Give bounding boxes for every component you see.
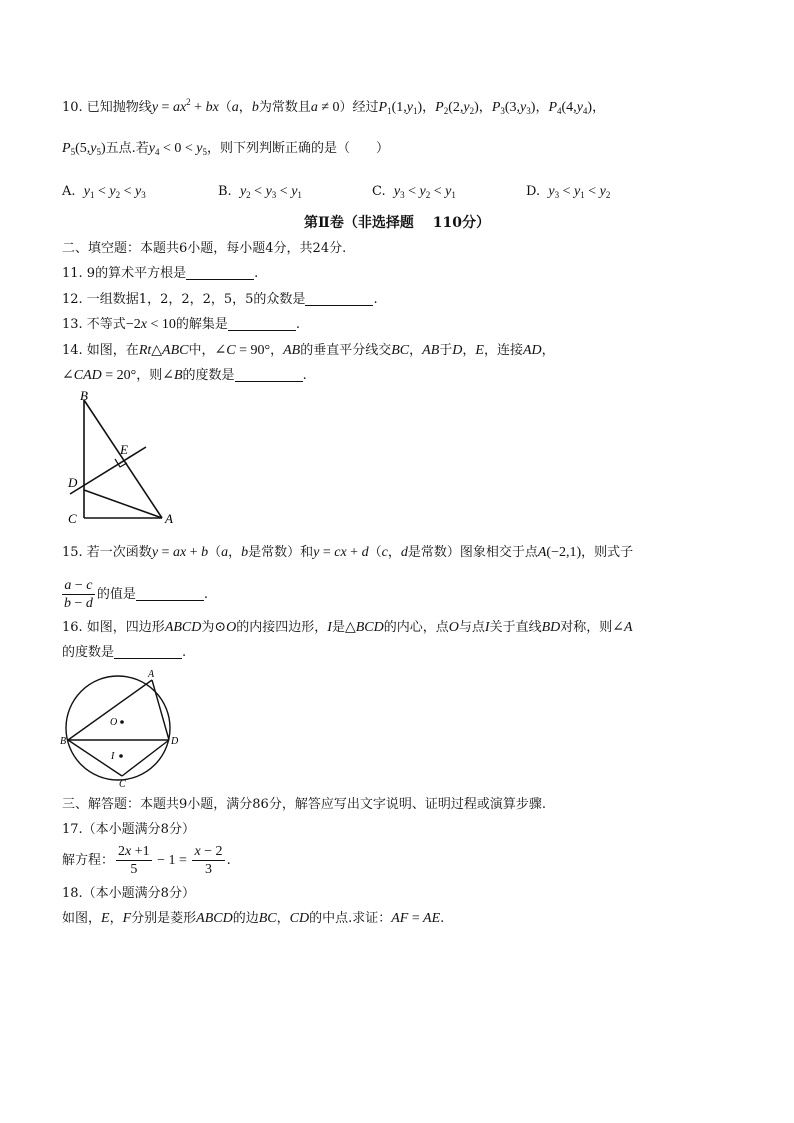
- q13: 13. 不等式−2x < 10的解集是 .: [62, 317, 300, 332]
- q12: 12. 一组数据1，2，2，2，5，5的众数是 .: [62, 292, 378, 307]
- q15-line1: 15. 若一次函数y = ax + b（a，b是常数）和y = cx + d（c，d是常数）图象相交于点A(−2,1)，则式子: [62, 545, 634, 560]
- point-label: E: [120, 442, 128, 457]
- point-label: C: [119, 779, 126, 790]
- answer-blank[interactable]: [235, 367, 303, 382]
- q10-line1: 10. 已知抛物线$y = ax^2 + bx(a$，b为常数且a ≠ 0）经过$P_1(1,y_1)$，$P_2(2,y_2)$，$P_3(3,y_3)$，$P_4(4,y_4)$，: [62, 97, 606, 116]
- section2-header: 二、填空题：本题共6小题，每小题4分，共24分.: [62, 241, 347, 256]
- answer-blank[interactable]: [228, 316, 296, 331]
- q17-equation: 解方程： $\frac{2x +1}{5}$ − 1 = $\frac{x - 2}{3}$ .: [62, 844, 231, 877]
- q10-text: 10. 已知抛物线: [62, 100, 152, 115]
- point-label: A: [165, 511, 173, 526]
- q10-option-a: A. $y_1 < y_2 < y_3$: [62, 184, 146, 200]
- q18-head: 18.（本小题满分8分）: [62, 886, 195, 901]
- q11: 11. 9的算术平方根是 .: [62, 266, 259, 281]
- point-label: I: [111, 751, 115, 762]
- q16-line2: 的度数是 .: [62, 645, 187, 660]
- answer-blank[interactable]: [186, 265, 254, 280]
- point-label: C: [68, 511, 77, 526]
- answer-blank[interactable]: [136, 586, 204, 601]
- q10-line2: $P_5(5,y_5)$五点.若$y_4 < 0 < y_5$，则下列判断正确的是（ ）: [62, 141, 390, 157]
- q18-text: 如图，E，F分别是菱形ABCD的边BC，CD的中点.求证：AF = AE.: [62, 911, 445, 926]
- q15-line2: $\frac{a - c}{b - d}$ 的值是 .: [64, 578, 209, 611]
- section2-title: 第Ⅱ卷（非选择题 110分）: [304, 215, 490, 231]
- q17-head: 17.（本小题满分8分）: [62, 822, 195, 837]
- point-label: B: [80, 388, 88, 403]
- q10-formula: $y = ax^2$ + bx: [151, 97, 219, 115]
- q16-line1: 16. 如图，四边形ABCD为⊙O的内接四边形，I是△BCD的内心，点O与点I关于直线BD对称，则∠A: [62, 620, 633, 635]
- answer-blank[interactable]: [114, 644, 182, 659]
- point-label: O: [110, 717, 118, 728]
- q10-option-b: B. $y_2 < y_3 < y_1$: [218, 184, 302, 200]
- q14-line1: 14. 如图，在Rt△ABC中，∠C = 90°，AB的垂直平分线交BC，AB于D，E，连接AD，: [62, 343, 555, 358]
- point-label: B: [60, 736, 67, 747]
- q14-figure: [60, 388, 190, 530]
- answer-blank[interactable]: [305, 291, 373, 306]
- q16-figure: [60, 666, 190, 790]
- q10-option-d: D. $y_3 < y_1 < y_2$: [526, 184, 611, 200]
- q10-option-c: C. $y_3 < y_2 < y_1$: [372, 184, 456, 200]
- q14-line2: ∠CAD = 20°，则∠B的度数是 .: [62, 368, 307, 383]
- point-label: A: [148, 669, 155, 680]
- section3-header: 三、解答题：本题共9小题，满分86分，解答应写出文字说明、证明过程或演算步骤.: [62, 797, 546, 812]
- point-label: D: [171, 736, 179, 747]
- point-label: D: [68, 475, 78, 490]
